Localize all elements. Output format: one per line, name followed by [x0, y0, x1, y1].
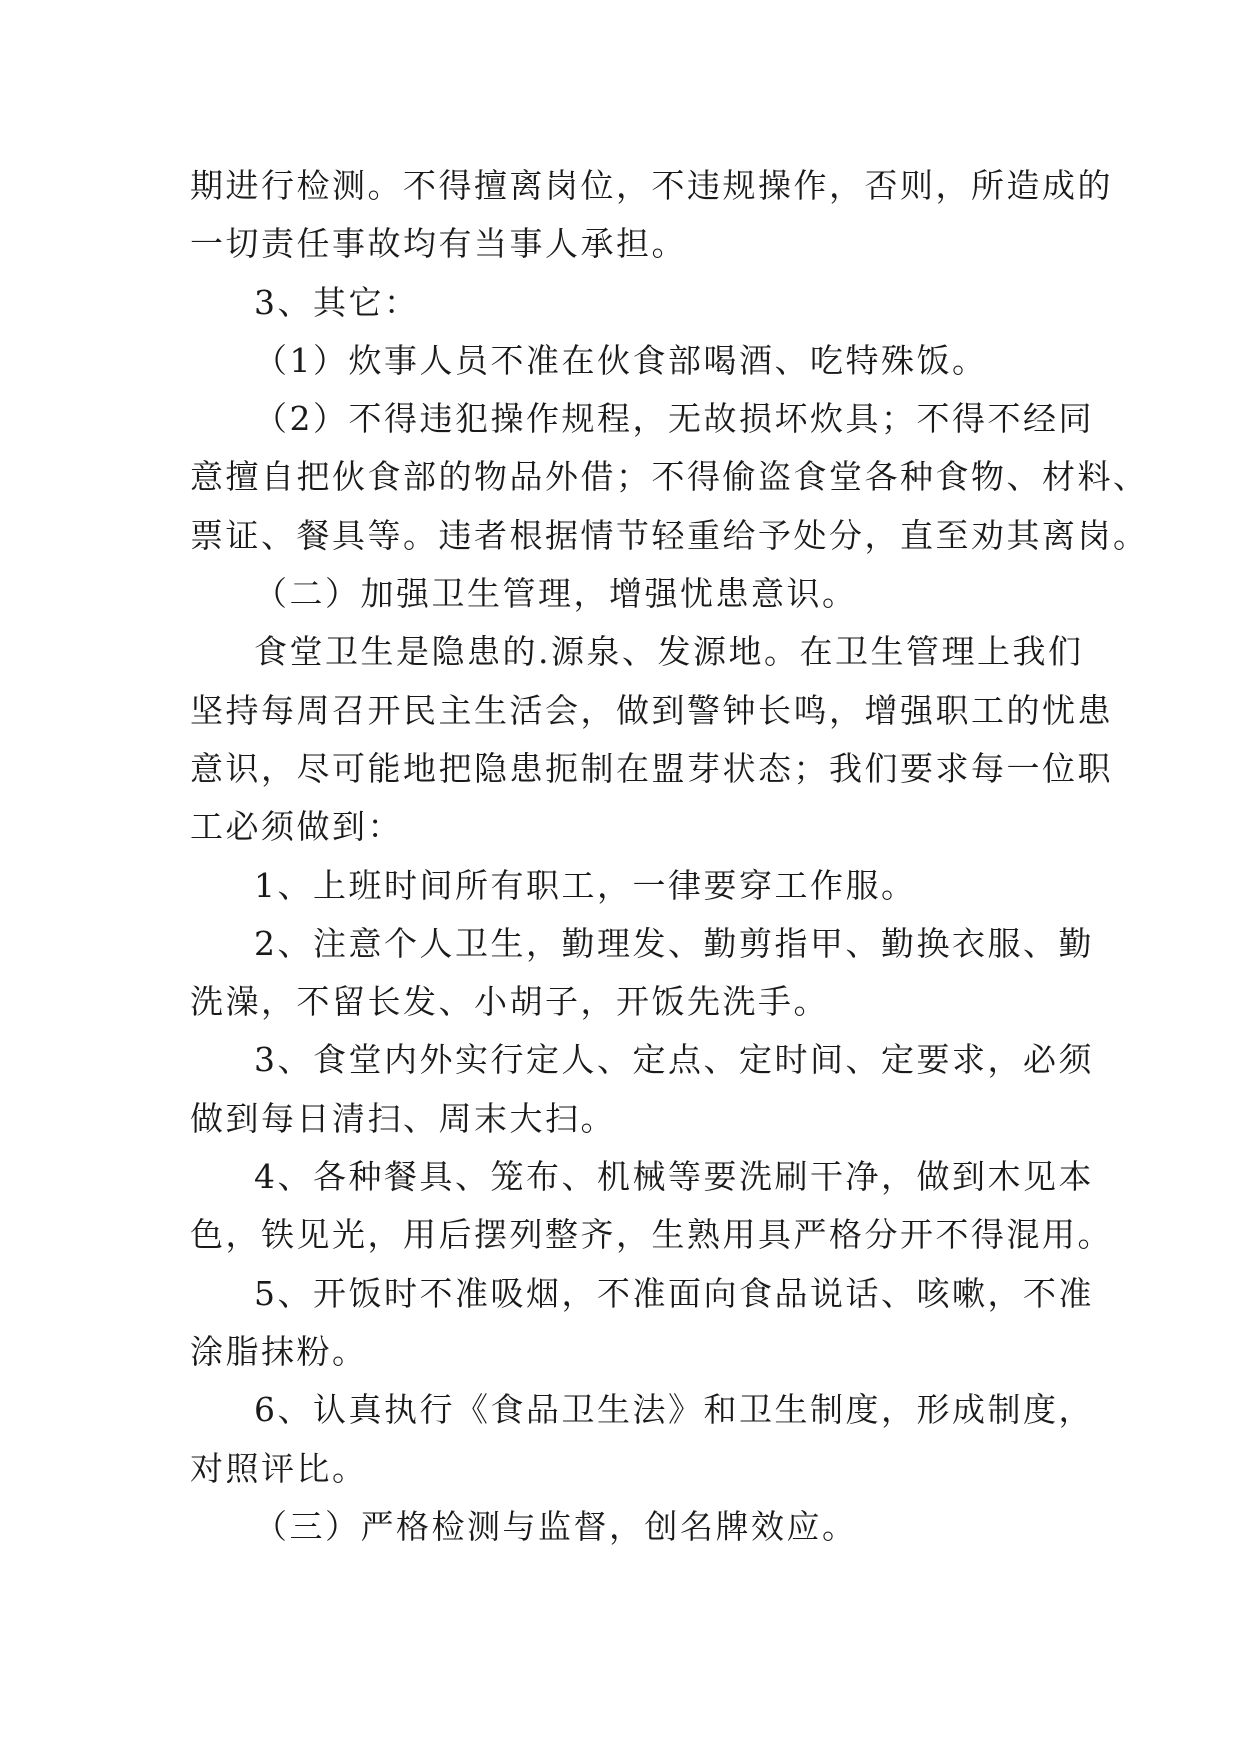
text-line: 做到每日清扫、周末大扫。: [190, 1098, 616, 1138]
list-item: 4、各种餐具、笼布、机械等要洗刷干净，做到木见本: [254, 1157, 1094, 1197]
list-item: 1、上班时间所有职工，一律要穿工作服。: [254, 865, 917, 905]
list-item: 2、注意个人卫生，勤理发、勤剪指甲、勤换衣服、勤: [254, 923, 1094, 963]
section-heading: （二）加强卫生管理，增强忧患意识。: [254, 574, 858, 614]
text-line: 意擅自把伙食部的物品外借；不得偷盗食堂各种食物、材料、: [190, 457, 1149, 497]
text-line: 票证、餐具等。违者根据情节轻重给予处分，直至劝其离岗。: [190, 515, 1149, 555]
document-body: [190, 157, 1149, 1556]
list-item: 5、开饭时不准吸烟，不准面向食品说话、咳嗽，不准: [254, 1273, 1094, 1313]
text-line: 色，铁见光，用后摆列整齐，生熟用具严格分开不得混用。: [190, 1215, 1113, 1255]
section-heading: 3、其它：: [254, 282, 420, 322]
text-line: 期进行检测。不得擅离岗位，不违规操作，否则，所造成的: [190, 166, 1113, 205]
text-line: 涂脂抹粉。: [190, 1331, 368, 1371]
text-line: 坚持每周召开民主生活会，做到警钟长鸣，增强职工的忧患: [190, 690, 1113, 730]
text-line: 对照评比。: [190, 1448, 368, 1488]
text-line: 工必须做到：: [190, 807, 403, 847]
list-item: （1）炊事人员不准在伙食部喝酒、吃特殊饭。: [254, 340, 988, 380]
list-item: 3、食堂内外实行定人、定点、定时间、定要求，必须: [254, 1040, 1094, 1080]
text-line: 食堂卫生是隐患的.源泉、发源地。在卫生管理上我们: [254, 632, 1084, 672]
text-line: 洗澡，不留长发、小胡子，开饭先洗手。: [190, 982, 829, 1022]
list-item: （2）不得违犯操作规程，无故损坏炊具；不得不经同: [254, 399, 1094, 439]
text-line: 意识，尽可能地把隐患扼制在盟芽状态；我们要求每一位职: [190, 748, 1113, 788]
text-line: 一切责任事故均有当事人承担。: [190, 224, 687, 264]
section-heading: （三）严格检测与监督，创名牌效应。: [254, 1506, 858, 1546]
list-item: 6、认真执行《食品卫生法》和卫生制度，形成制度，: [254, 1390, 1094, 1430]
